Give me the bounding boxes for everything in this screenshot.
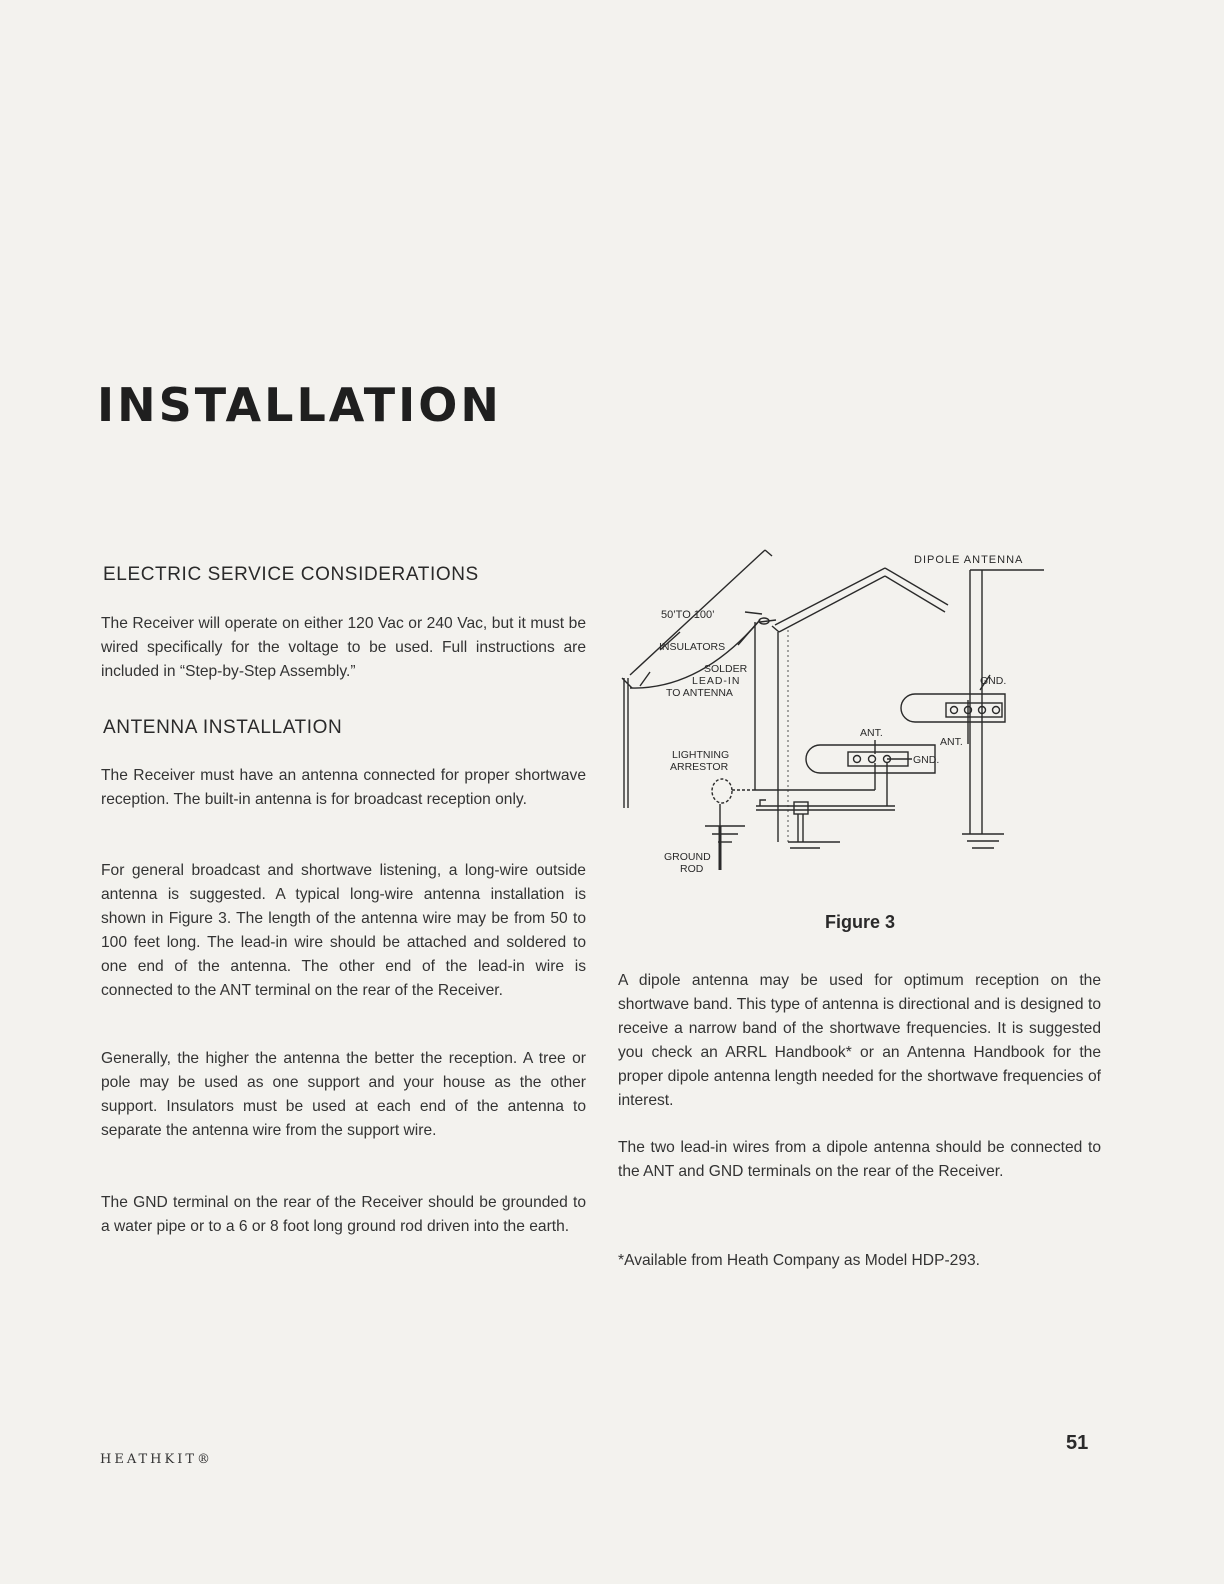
page-title: INSTALLATION [97, 378, 502, 432]
heathkit-logo: HEATHKIT® [100, 1452, 214, 1467]
label-lead-in: LEAD-IN [692, 675, 741, 687]
figure-caption: Figure 3 [824, 912, 895, 932]
label-lightning: LIGHTNING [672, 749, 730, 761]
paragraph-antenna-builtin: The Receiver must have an antenna connected for proper shortwave reception. The built-in antenna is for broadcast reception only. [101, 767, 586, 808]
label-dipole-antenna: DIPOLE ANTENNA [914, 554, 1024, 566]
paragraph-long-wire: For general broadcast and shortwave listening, a long-wire outside antenna is suggested. A typical long-wire antenna installation is shown in Figure 3. The length of the antenna wire may be from 50 to 100 feet long. The lead-in wire should be attached and soldered to one end of the antenna. The other end of the lead-in wire is connected to the ANT terminal on the rear of the Receiver. [101, 862, 586, 999]
label-to-antenna: TO ANTENNA [666, 687, 733, 699]
label-rod: ROD [680, 863, 704, 875]
label-ant-upper: ANT. [940, 736, 963, 748]
paragraph-dipole-antenna: A dipole antenna may be used for optimum reception on the shortwave band. This type of antenna is directional and is designed to receive a narrow band of the shortwave frequencies. It is suggested you check an ARRL Handbook* or an Antenna Handbook for the proper dipole antenna length needed for the shortwave frequencies of interest. [618, 972, 1101, 1109]
paragraph-antenna-height: Generally, the higher the antenna the better the reception. A tree or pole may be used as one support and your house as the other support. Insulators must be used at each end of the antenna to separate the antenna wire from the support wire. [101, 1050, 586, 1139]
label-distance: 50’TO 100’ [661, 609, 715, 621]
paragraph-gnd-terminal: The GND terminal on the rear of the Receiver should be grounded to a water pipe or to a 6 or 8 foot long ground rod driven into the earth. [101, 1194, 586, 1235]
footnote: *Available from Heath Company as Model HDP-293. [618, 1252, 981, 1269]
label-solder: SOLDER [704, 663, 748, 675]
page-number: 51 [1066, 1432, 1089, 1454]
receiver-upper [901, 694, 1005, 722]
paragraph-electric-service: The Receiver will operate on either 120 Vac or 240 Vac, but it must be wired specifically for the voltage to be used. Full instructions are included in “Step-by-Step Assembly.” [101, 615, 586, 680]
house-roof [775, 568, 885, 625]
label-ground: GROUND [664, 851, 711, 863]
label-arrestor: ARRESTOR [670, 761, 729, 773]
label-gnd-lower: GND. [913, 754, 940, 766]
label-gnd-upper: GND. [980, 675, 1007, 687]
paragraph-dipole-lead-in: The two lead-in wires from a dipole antenna should be connected to the ANT and GND terminals on the rear of the Receiver. [618, 1139, 1101, 1180]
section-heading-electric-service: ELECTRIC SERVICE CONSIDERATIONS [103, 564, 479, 585]
lightning-arrestor [712, 779, 732, 803]
label-insulators: INSULATORS [659, 641, 726, 653]
section-heading-antenna-installation: ANTENNA INSTALLATION [103, 717, 343, 738]
label-ant-lower: ANT. [860, 727, 883, 739]
